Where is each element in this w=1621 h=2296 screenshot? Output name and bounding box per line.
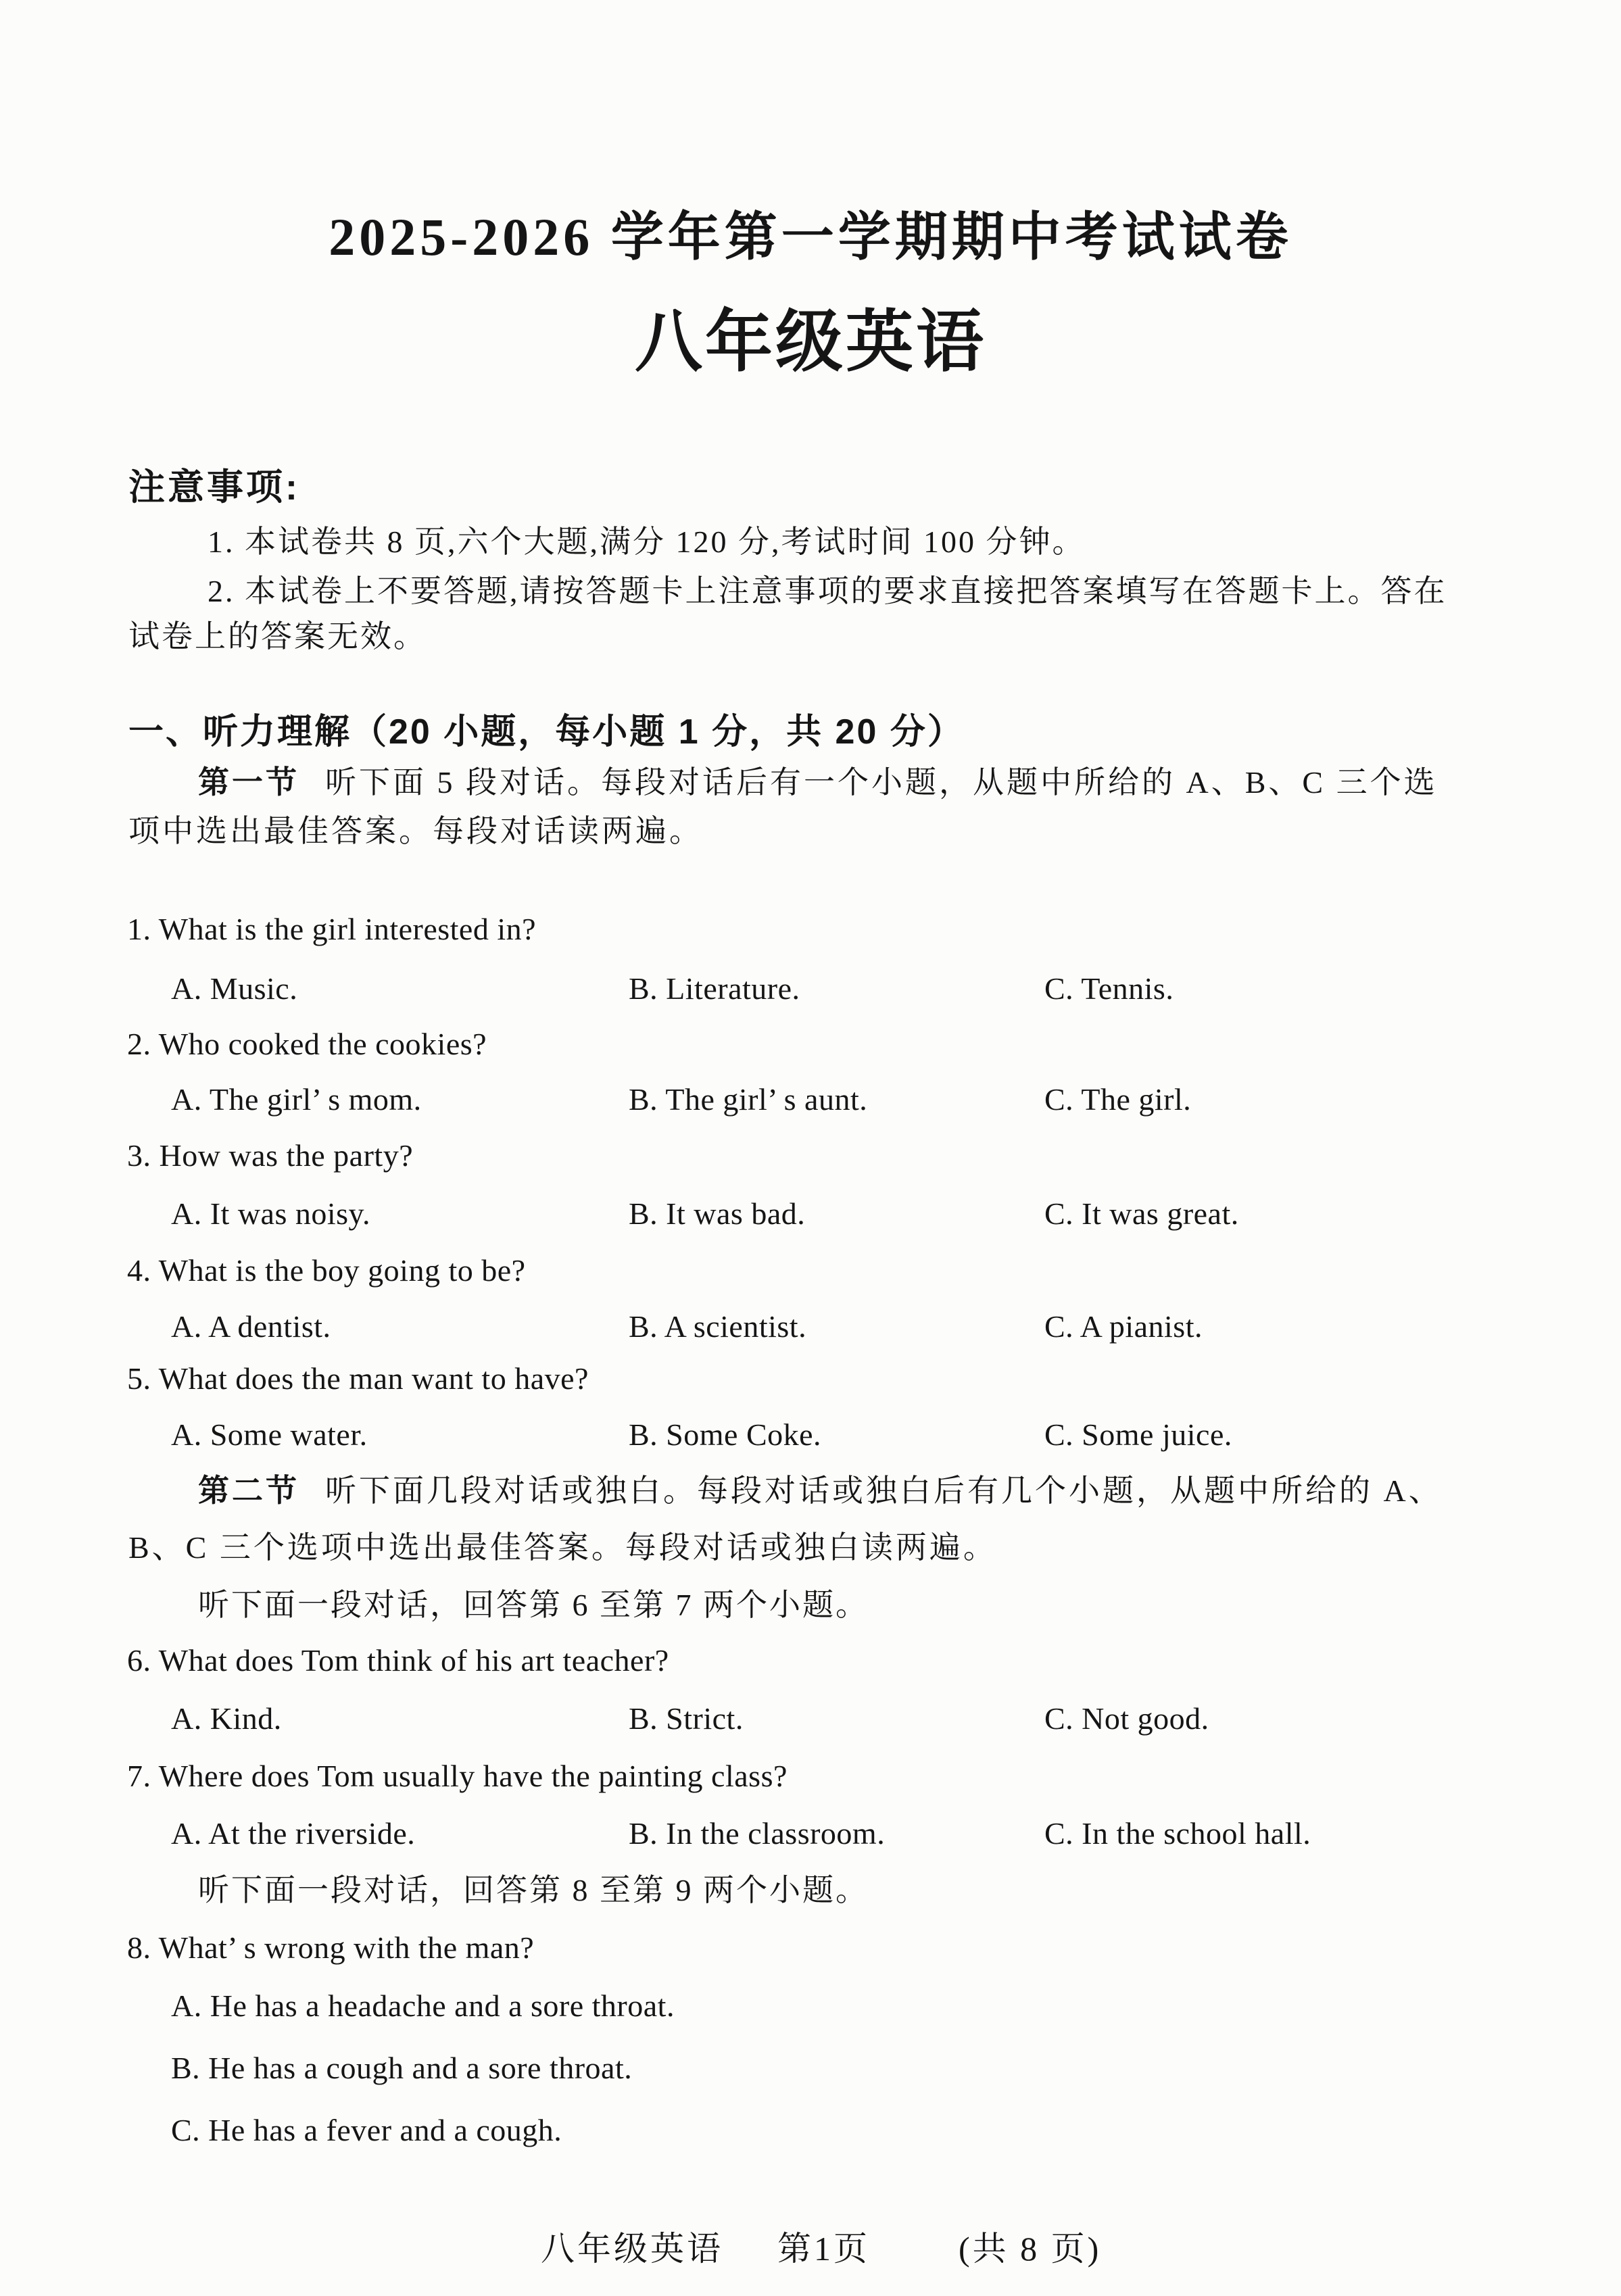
exam-subtitle: 八年级英语: [635, 305, 986, 380]
question-5-option-b: B. Some Coke.: [629, 1417, 822, 1452]
question-8-option-a: A. He has a headache and a sore throat.: [171, 1988, 675, 2023]
question-1-option-b: B. Literature.: [629, 971, 800, 1006]
question-6-option-a: A. Kind.: [171, 1701, 282, 1736]
part2-intro-line-1: [198, 1472, 1443, 1509]
question-4-option-c: C. A pianist.: [1044, 1309, 1203, 1344]
question-2-option-a: A. The girl’ s mom.: [171, 1082, 422, 1117]
question-6: 6. What does Tom think of his art teacher?: [127, 1643, 669, 1678]
question-5: 5. What does the man want to have?: [127, 1361, 589, 1396]
question-8-option-c: C. He has a fever and a cough.: [171, 2113, 562, 2147]
question-8-option-b: B. He has a cough and a sore throat.: [171, 2051, 633, 2085]
question-7-option-a: A. At the riverside.: [171, 1816, 416, 1851]
part1-label: 第一节: [198, 764, 299, 800]
footer-subject: 八年级英语: [541, 2230, 723, 2268]
part2-intro-text: 听下面几段对话或独白。每段对话或独白后有几个小题，从题中所给的 A、: [325, 1473, 1443, 1508]
question-2-option-c: C. The girl.: [1044, 1082, 1192, 1117]
note-item-2-line-2: 试卷上的答案无效。: [128, 619, 427, 654]
question-5-option-a: A. Some water.: [171, 1417, 368, 1452]
question-4-option-a: A. A dentist.: [171, 1309, 331, 1344]
question-7: 7. Where does Tom usually have the painting class?: [127, 1759, 788, 1793]
question-5-option-c: C. Some juice.: [1044, 1417, 1232, 1452]
listening-section-heading: 一、听力理解（20 小题，每小题 1 分，共 20 分）: [128, 712, 965, 752]
question-4-option-b: B. A scientist.: [629, 1309, 807, 1344]
exam-title: 2025-2026 学年第一学期期中考试试卷: [329, 207, 1292, 266]
dialog-hint-6-7: 听下面一段对话，回答第 6 至第 7 两个小题。: [198, 1588, 869, 1622]
question-1-option-a: A. Music.: [171, 971, 298, 1006]
question-8: 8. What’ s wrong with the man?: [127, 1930, 535, 1965]
question-1: 1. What is the girl interested in?: [127, 912, 537, 946]
part1-intro-text: 听下面 5 段对话。每段对话后有一个小题，从题中所给的 A、B、C 三个选: [325, 765, 1438, 800]
footer-page-number: 第1页: [777, 2230, 870, 2268]
part1-intro-line-2: 项中选出最佳答案。每段对话读两遍。: [128, 814, 703, 848]
dialog-hint-8-9: 听下面一段对话，回答第 8 至第 9 两个小题。: [198, 1873, 869, 1907]
part1-intro-line-1: [198, 764, 1438, 801]
notes-heading: 注意事项:: [128, 467, 300, 508]
note-item-1: 1. 本试卷共 8 页,六个大题,满分 120 分,考试时间 100 分钟。: [208, 524, 1086, 559]
question-3: 3. How was the party?: [127, 1138, 414, 1173]
note-item-2-line-1: 2. 本试卷上不要答题,请按答题卡上注意事项的要求直接把答案填写在答题卡上。答在: [208, 574, 1447, 608]
part2-label: 第二节: [198, 1473, 299, 1508]
footer-total-pages: (共 8 页): [959, 2230, 1102, 2268]
question-6-option-b: B. Strict.: [629, 1701, 744, 1736]
question-1-option-c: C. Tennis.: [1044, 971, 1174, 1006]
part2-intro-line-2: B、C 三个选项中选出最佳答案。每段对话或独白读两遍。: [128, 1530, 997, 1565]
question-2: 2. Who cooked the cookies?: [127, 1027, 487, 1061]
question-3-option-b: B. It was bad.: [629, 1196, 806, 1231]
question-2-option-b: B. The girl’ s aunt.: [629, 1082, 868, 1117]
question-3-option-a: A. It was noisy.: [171, 1196, 371, 1231]
question-4: 4. What is the boy going to be?: [127, 1253, 526, 1288]
question-6-option-c: C. Not good.: [1044, 1701, 1209, 1736]
question-7-option-c: C. In the school hall.: [1044, 1816, 1311, 1851]
question-7-option-b: B. In the classroom.: [629, 1816, 886, 1851]
question-3-option-c: C. It was great.: [1044, 1196, 1239, 1231]
